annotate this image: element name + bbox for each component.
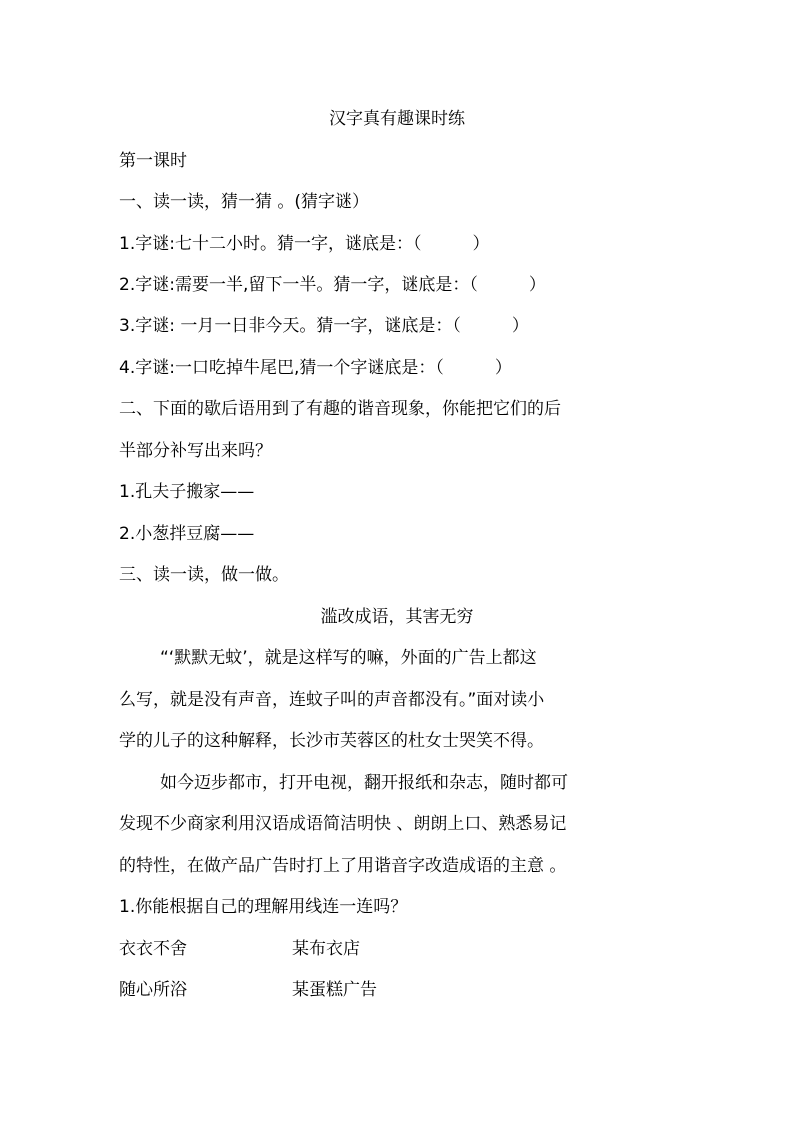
xiehouyu-item: 1.孔夫子搬家—— (119, 482, 255, 502)
paragraph-line: 么写，就是没有声音，连蚊子叫的声音都没有。”面对读小 (119, 690, 545, 710)
riddle-item: 2.字谜:需要一半,留下一半。猜一字，谜底是：（ ） (119, 275, 546, 295)
paragraph-line: 如今迈步都市，打开电视，翻开报纸和杂志，随时都可 (160, 773, 568, 793)
match-right-item: 某蛋糕广告 (292, 980, 377, 1000)
match-right-item: 某布衣店 (292, 939, 360, 959)
article-title: 滥改成语，其害无穷 (320, 607, 474, 627)
paragraph-line: 发现不少商家利用汉语成语简洁明快 、朗朗上口、熟悉易记 (119, 814, 567, 834)
paragraph-line: 的特性，在做产品广告时打上了用谐音字改造成语的主意 。 (119, 856, 567, 876)
paragraph-line: 学的儿子的这种解释，长沙市芙蓉区的杜女士哭笑不得。 (119, 731, 544, 751)
section3-heading: 三、读一读，做一做。 (119, 565, 289, 585)
xiehouyu-item: 2.小葱拌豆腐—— (119, 524, 255, 544)
match-left-item: 随心所浴 (119, 980, 187, 1000)
riddle-item: 1.字谜:七十二小时。猜一字，谜底是：（ ） (119, 234, 490, 254)
paragraph-line: “‘默默无蚊’，就是这样写的嘛，外面的广告上都这 (160, 648, 537, 668)
riddle-item: 4.字谜:一口吃掉牛尾巴,猜一个字谜底是：（ ） (119, 358, 512, 378)
page-title: 汉字真有趣课时练 (329, 109, 465, 129)
section1-heading: 一、读一读，猜一猜 。(猜字谜） (119, 192, 370, 212)
section2-heading-cont: 半部分补写出来吗？ (119, 441, 272, 461)
riddle-item: 3.字谜: 一月一日非今天。猜一字，谜底是：（ ） (119, 316, 529, 336)
section2-heading: 二、下面的歇后语用到了有趣的谐音现象，你能把它们的后 (119, 399, 561, 419)
question-text: 1.你能根据自己的理解用线连一连吗？ (119, 897, 408, 917)
match-left-item: 衣衣不舍 (119, 939, 187, 959)
lesson-label: 第一课时 (119, 151, 187, 171)
